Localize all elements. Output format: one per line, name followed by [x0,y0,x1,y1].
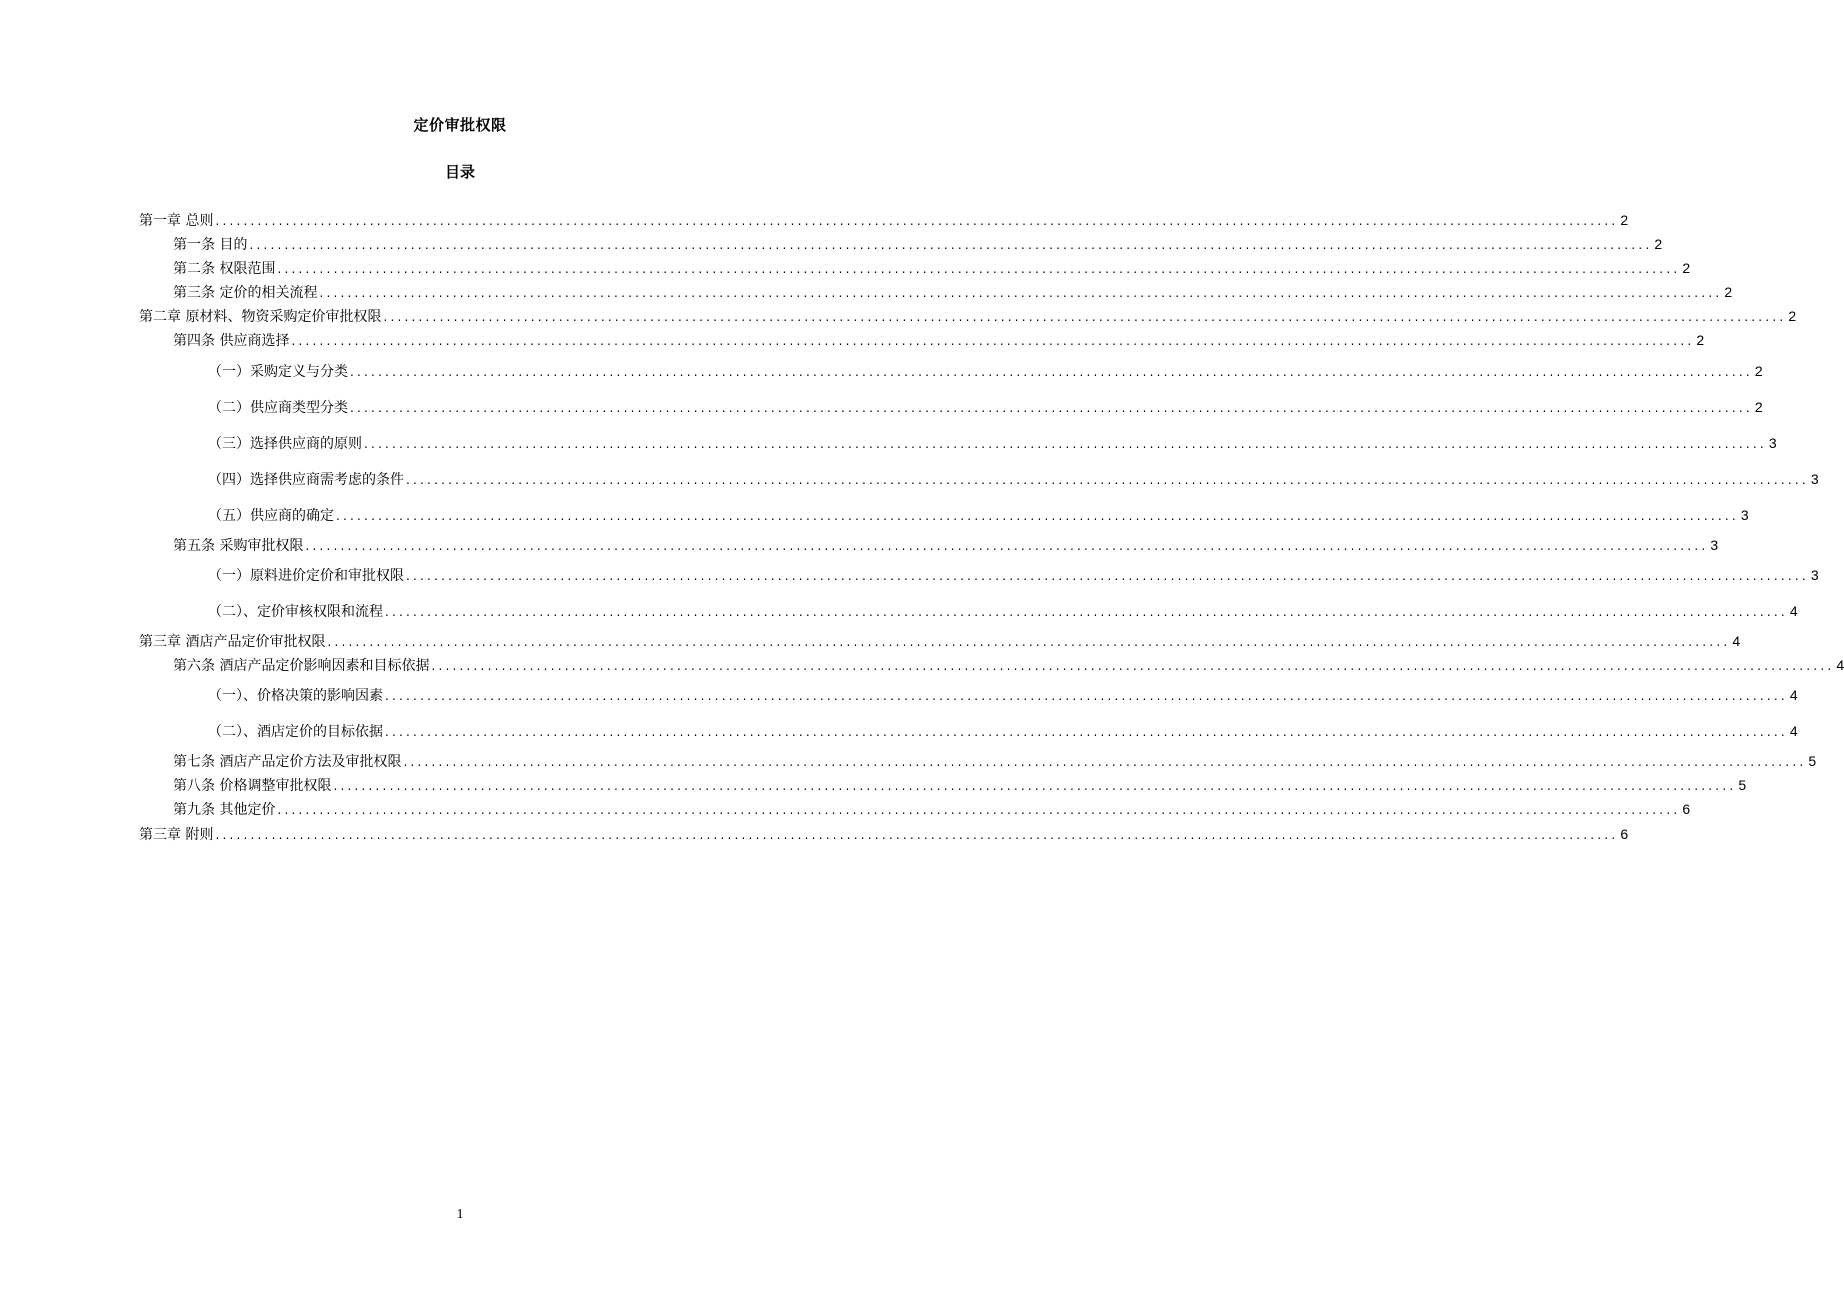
toc-entry-article[interactable] [173,751,1817,771]
toc-entry-chapter[interactable] [139,824,1629,844]
toc-entry-label: （二）、定价审核权限和流程 [208,604,383,620]
toc-entry-label: 第四条 供应商选择 [173,333,290,349]
toc-dot-leader: ........................................................................................................................................................................................................ [364,437,1767,451]
toc-entry-page: 4 [1789,603,1798,619]
toc-entry-page: 5 [1738,777,1747,793]
toc-entry-label: 第七条 酒店产品定价方法及审批权限 [173,754,402,770]
toc-entry-label: （五）供应商的确定 [208,508,334,524]
toc-dot-leader: ........................................................................................................................................................................................................ [327,635,1731,649]
toc-entry-article[interactable] [173,535,1719,555]
toc-entry-article[interactable] [173,655,1844,675]
toc-entry-article[interactable] [173,330,1705,350]
toc-dot-leader: ........................................................................................................................................................................................................ [431,659,1835,673]
toc-entry-section[interactable] [208,397,1763,417]
toc-entry-section[interactable] [208,361,1763,381]
toc-dot-leader: ........................................................................................................................................................................................................ [385,725,1788,739]
toc-entry-page: 3 [1740,507,1749,523]
toc-dot-leader: ........................................................................................................................................................................................................ [350,365,1753,379]
toc-entry-label: 第九条 其他定价 [173,802,276,818]
toc-entry-label: 第一章 总则 [139,213,214,229]
toc-entry-label: 第五条 采购审批权限 [173,538,304,554]
document-title: 定价审批权限 [413,116,507,134]
toc-entry-page: 2 [1696,332,1705,348]
toc-entry-article[interactable] [173,234,1663,254]
toc-entry-page: 3 [1768,435,1777,451]
toc-entry-page: 2 [1682,260,1691,276]
toc-entry-page: 3 [1810,471,1819,487]
toc-entry-article[interactable] [173,282,1733,302]
toc-dot-leader: ........................................................................................................................................................................................................ [385,689,1788,703]
toc-entry-section[interactable] [208,721,1798,741]
toc-dot-leader: ........................................................................................................................................................................................................ [350,401,1753,415]
toc-dot-leader: ........................................................................................................................................................................................................ [277,803,1681,817]
toc-entry-page: 4 [1732,633,1741,649]
toc-entry-page: 3 [1810,567,1819,583]
toc-entry-section[interactable] [208,601,1798,621]
toc-entry-section[interactable] [208,433,1777,453]
toc-entry-label: （四）选择供应商需考虑的条件 [208,472,404,488]
toc-dot-leader: ........................................................................................................................................................................................................ [277,262,1681,276]
toc-entry-section[interactable] [208,469,1819,489]
toc-entry-chapter[interactable] [139,210,1629,230]
toc-entry-section[interactable] [208,685,1798,705]
toc-entry-page: 2 [1620,212,1629,228]
toc-heading: 目录 [444,163,475,181]
toc-entry-page: 5 [1808,753,1817,769]
toc-entry-section[interactable] [208,505,1749,525]
toc-entry-page: 2 [1788,308,1797,324]
toc-entry-page: 2 [1754,399,1763,415]
toc-entry-page: 2 [1724,284,1733,300]
toc-entry-label: 第二章 原材料、物资采购定价审批权限 [139,309,382,325]
toc-entry-page: 4 [1836,657,1844,673]
toc-dot-leader: ........................................................................................................................................................................................................ [383,310,1787,324]
toc-entry-chapter[interactable] [139,631,1741,651]
toc-dot-leader: ........................................................................................................................................................................................................ [319,286,1723,300]
toc-dot-leader: ........................................................................................................................................................................................................ [336,509,1739,523]
toc-entry-label: （一）原料进价定价和审批权限 [208,568,404,584]
toc-dot-leader: ........................................................................................................................................................................................................ [215,214,1619,228]
toc-entry-chapter[interactable] [139,306,1797,326]
toc-entry-article[interactable] [173,775,1747,795]
toc-dot-leader: ........................................................................................................................................................................................................ [403,755,1807,769]
toc-dot-leader: ........................................................................................................................................................................................................ [333,779,1737,793]
toc-entry-page: 6 [1682,801,1691,817]
toc-entry-label: 第一条 目的 [173,237,248,253]
toc-entry-label: 第三章 附则 [139,827,214,843]
toc-dot-leader: ........................................................................................................................................................................................................ [385,605,1788,619]
toc-entry-label: 第八条 价格调整审批权限 [173,778,332,794]
toc-entry-article[interactable] [173,799,1691,819]
toc-entry-label: （三）选择供应商的原则 [208,436,362,452]
toc-dot-leader: ........................................................................................................................................................................................................ [406,569,1809,583]
toc-entry-page: 4 [1789,687,1798,703]
toc-dot-leader: ........................................................................................................................................................................................................ [215,828,1619,842]
toc-dot-leader: ........................................................................................................................................................................................................ [249,238,1653,252]
toc-entry-page: 2 [1754,363,1763,379]
toc-entry-page: 6 [1620,826,1629,842]
toc-entry-article[interactable] [173,258,1691,278]
toc-entry-label: 第二条 权限范围 [173,261,276,277]
toc-entry-label: 第六条 酒店产品定价影响因素和目标依据 [173,658,430,674]
toc-dot-leader: ........................................................................................................................................................................................................ [406,473,1809,487]
toc-entry-label: （二）、酒店定价的目标依据 [208,724,383,740]
toc-entry-label: （一）、价格决策的影响因素 [208,688,383,704]
toc-entry-page: 3 [1710,537,1719,553]
toc-entry-page: 4 [1789,723,1798,739]
toc-entry-label: 第三条 定价的相关流程 [173,285,318,301]
toc-entry-label: 第三章 酒店产品定价审批权限 [139,634,326,650]
toc-entry-section[interactable] [208,565,1819,585]
toc-entry-label: （二）供应商类型分类 [208,400,348,416]
toc-dot-leader: ........................................................................................................................................................................................................ [291,334,1695,348]
toc-entry-page: 2 [1654,236,1663,252]
page-number: 1 [456,1207,464,1222]
toc-dot-leader: ........................................................................................................................................................................................................ [305,539,1709,553]
toc-entry-label: （一）采购定义与分类 [208,364,348,380]
